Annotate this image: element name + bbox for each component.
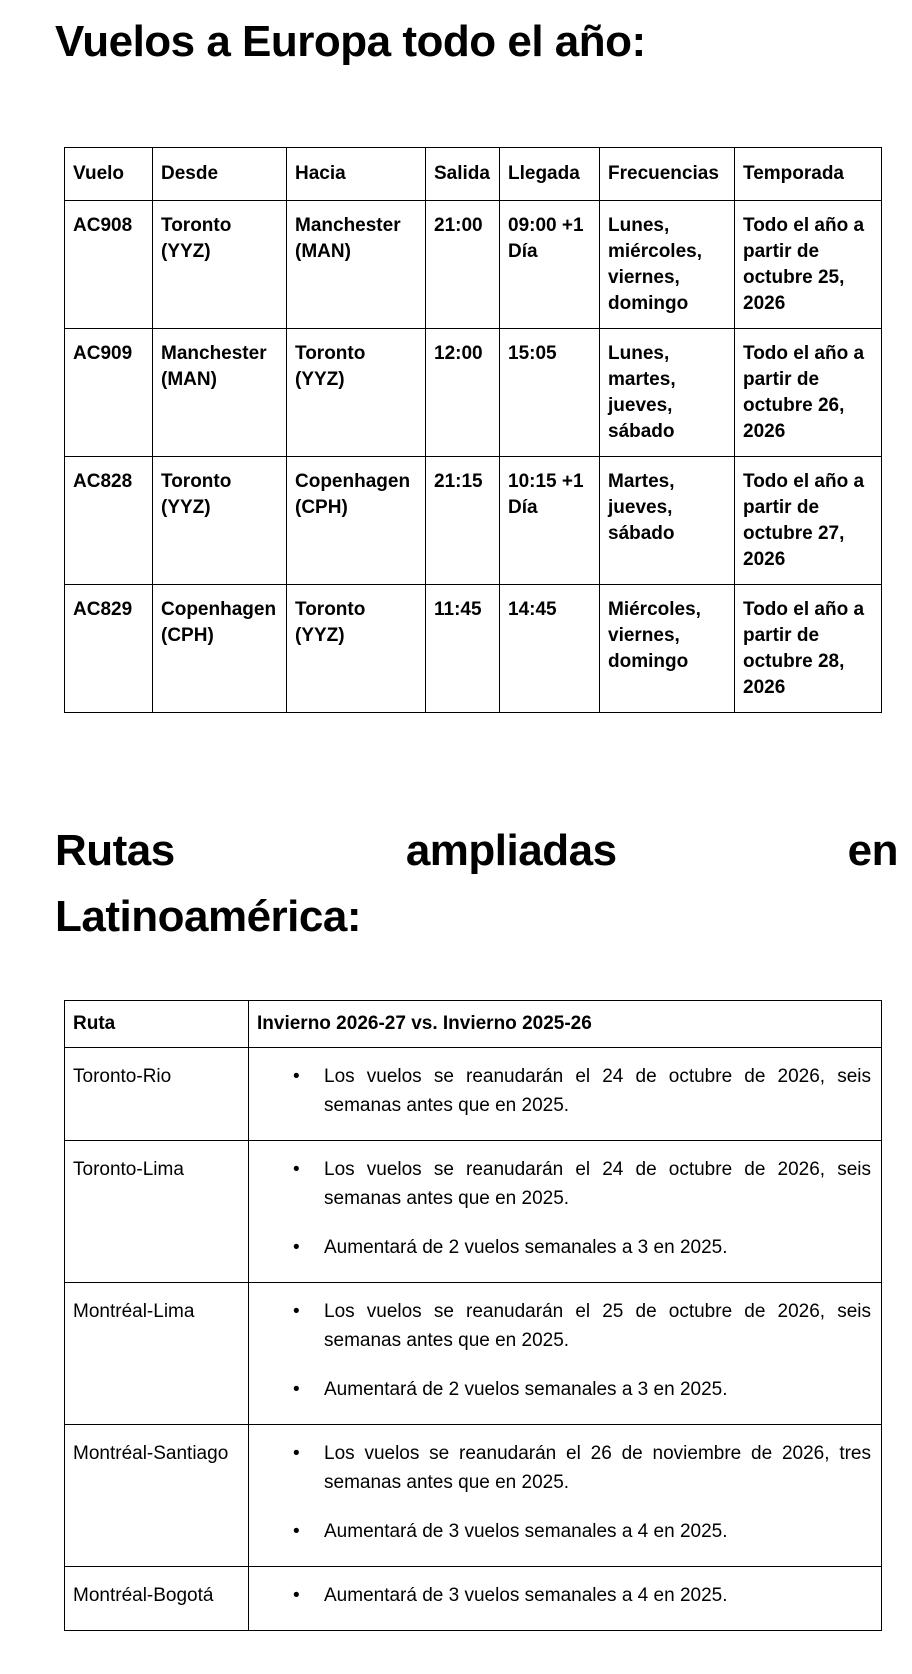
bullet-item: • Aumentará de 3 vuelos semanales a 4 en 2025. bbox=[249, 1517, 871, 1546]
cell-frecuencias: Martes, jueves, sábado bbox=[600, 457, 735, 585]
col-header-temporada: Temporada bbox=[735, 148, 882, 201]
col-header-vuelo: Vuelo bbox=[65, 148, 153, 201]
heading-latam-line1 bbox=[55, 818, 898, 884]
bullet-list bbox=[249, 1155, 871, 1262]
col-header-desde: Desde bbox=[153, 148, 287, 201]
cell-detalles bbox=[249, 1283, 882, 1425]
routes-table-header-row bbox=[65, 1001, 882, 1048]
table-row bbox=[65, 329, 882, 457]
latam-routes-table bbox=[64, 1000, 882, 1631]
cell-temporada: Todo el año a partir de octubre 25, 2026 bbox=[735, 201, 882, 329]
cell-frecuencias: Lunes, miércoles, viernes, domingo bbox=[600, 201, 735, 329]
table-row bbox=[65, 585, 882, 713]
cell-frecuencias: Lunes, martes, jueves, sábado bbox=[600, 329, 735, 457]
cell-detalles bbox=[249, 1141, 882, 1283]
cell-vuelo: AC908 bbox=[65, 201, 153, 329]
cell-llegada: 09:00 +1 Día bbox=[500, 201, 600, 329]
cell-desde: Copenhagen (CPH) bbox=[153, 585, 287, 713]
table-row bbox=[65, 1425, 882, 1567]
cell-ruta: Toronto-Rio bbox=[65, 1048, 249, 1141]
cell-llegada: 14:45 bbox=[500, 585, 600, 713]
heading-word: Rutas bbox=[55, 826, 175, 875]
cell-ruta: Montréal-Bogotá bbox=[65, 1567, 249, 1631]
cell-detalles bbox=[249, 1048, 882, 1141]
cell-vuelo: AC829 bbox=[65, 585, 153, 713]
cell-vuelo: AC828 bbox=[65, 457, 153, 585]
cell-llegada: 15:05 bbox=[500, 329, 600, 457]
cell-hacia: Toronto (YYZ) bbox=[287, 585, 426, 713]
heading-word: ampliadas bbox=[405, 826, 617, 875]
cell-salida: 21:15 bbox=[426, 457, 500, 585]
col-header-hacia: Hacia bbox=[287, 148, 426, 201]
cell-temporada: Todo el año a partir de octubre 26, 2026 bbox=[735, 329, 882, 457]
europe-flights-table bbox=[64, 147, 882, 713]
heading-latam-routes bbox=[55, 818, 898, 950]
table-row bbox=[65, 201, 882, 329]
table-row bbox=[65, 457, 882, 585]
table-row bbox=[65, 1567, 882, 1631]
cell-hacia: Manchester (MAN) bbox=[287, 201, 426, 329]
cell-desde: Toronto (YYZ) bbox=[153, 457, 287, 585]
heading-latam-line2: Latinoamérica: bbox=[55, 892, 361, 941]
table-row bbox=[65, 1048, 882, 1141]
table-row bbox=[65, 1141, 882, 1283]
bullet-item: • Los vuelos se reanudarán el 25 de octubre de 2026, seis semanas antes que en 2025. bbox=[249, 1297, 871, 1355]
cell-ruta: Montréal-Lima bbox=[65, 1283, 249, 1425]
col-header-salida: Salida bbox=[426, 148, 500, 201]
table-row bbox=[65, 1283, 882, 1425]
cell-salida: 21:00 bbox=[426, 201, 500, 329]
cell-ruta: Montréal-Santiago bbox=[65, 1425, 249, 1567]
bullet-item: • Los vuelos se reanudarán el 24 de octubre de 2026, seis semanas antes que en 2025. bbox=[249, 1155, 871, 1213]
cell-ruta: Toronto-Lima bbox=[65, 1141, 249, 1283]
bullet-item: • Aumentará de 2 vuelos semanales a 3 en 2025. bbox=[249, 1375, 871, 1404]
cell-salida: 12:00 bbox=[426, 329, 500, 457]
col-header-invierno-comparison: Invierno 2026-27 vs. Invierno 2025-26 bbox=[249, 1001, 882, 1048]
cell-temporada: Todo el año a partir de octubre 28, 2026 bbox=[735, 585, 882, 713]
cell-frecuencias: Miércoles, viernes, domingo bbox=[600, 585, 735, 713]
cell-llegada: 10:15 +1 Día bbox=[500, 457, 600, 585]
bullet-item: • Aumentará de 2 vuelos semanales a 3 en 2025. bbox=[249, 1233, 871, 1262]
cell-detalles bbox=[249, 1567, 882, 1631]
cell-desde: Manchester (MAN) bbox=[153, 329, 287, 457]
bullet-item: • Los vuelos se reanudarán el 24 de octubre de 2026, seis semanas antes que en 2025. bbox=[249, 1062, 871, 1120]
bullet-list bbox=[249, 1439, 871, 1546]
europe-table-header-row bbox=[65, 148, 882, 201]
cell-temporada: Todo el año a partir de octubre 27, 2026 bbox=[735, 457, 882, 585]
cell-hacia: Copenhagen (CPH) bbox=[287, 457, 426, 585]
bullet-item: • Los vuelos se reanudarán el 26 de noviembre de 2026, tres semanas antes que en 2025. bbox=[249, 1439, 871, 1497]
heading-europe-flights: Vuelos a Europa todo el año: bbox=[55, 17, 646, 66]
col-header-frecuencias: Frecuencias bbox=[600, 148, 735, 201]
bullet-list bbox=[249, 1297, 871, 1404]
bullet-item: • Aumentará de 3 vuelos semanales a 4 en 2025. bbox=[249, 1581, 871, 1610]
col-header-llegada: Llegada bbox=[500, 148, 600, 201]
bullet-list bbox=[249, 1581, 871, 1610]
cell-desde: Toronto (YYZ) bbox=[153, 201, 287, 329]
bullet-list bbox=[249, 1062, 871, 1120]
cell-hacia: Toronto (YYZ) bbox=[287, 329, 426, 457]
col-header-ruta: Ruta bbox=[65, 1001, 249, 1048]
heading-word: en bbox=[847, 826, 898, 875]
cell-detalles bbox=[249, 1425, 882, 1567]
cell-vuelo: AC909 bbox=[65, 329, 153, 457]
cell-salida: 11:45 bbox=[426, 585, 500, 713]
